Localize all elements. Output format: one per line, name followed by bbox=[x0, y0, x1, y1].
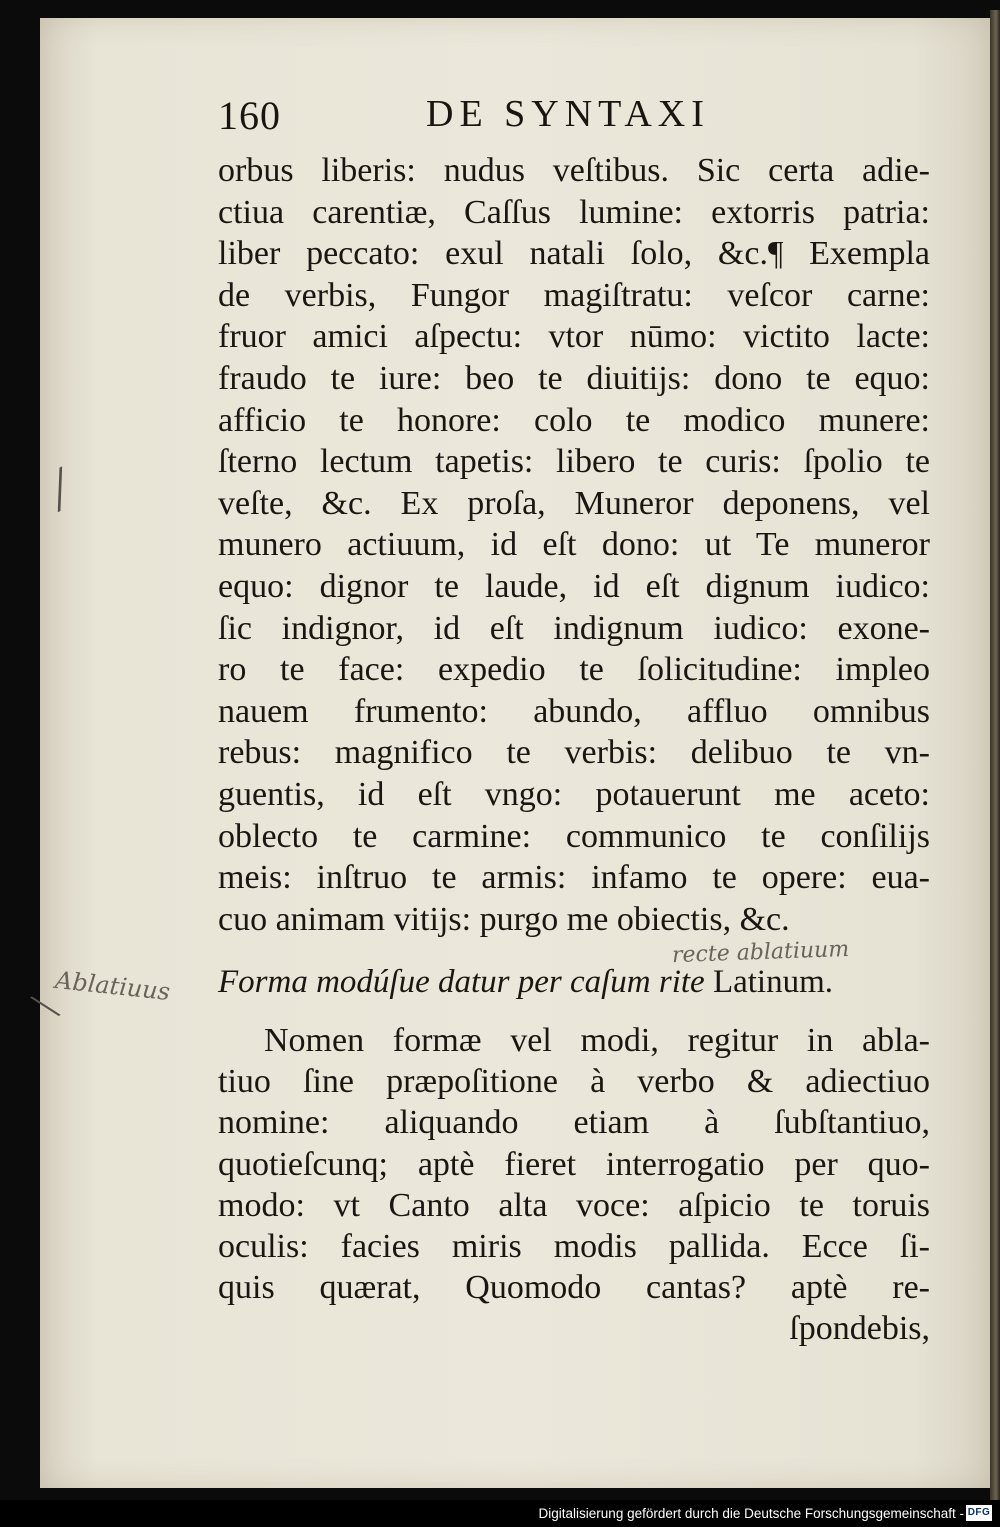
text-line: afficio te honore: colo te modico munere: bbox=[218, 401, 930, 439]
page-number: 160 bbox=[218, 93, 281, 138]
text-line: Nomen formæ vel modi, regitur in abla- bbox=[264, 1022, 930, 1059]
text-line: oculis: facies miris modis pallida. Ecce ſi- bbox=[218, 1227, 930, 1265]
handwritten-margin-note: Ablatiuus bbox=[53, 966, 172, 1006]
text-line: fraudo te iure: beo te diuitijs: dono te equo: bbox=[218, 359, 930, 397]
text-line: rebus: magnifico te verbis: delibuo te vn- bbox=[218, 734, 930, 772]
text-line: liber peccato: exul natali ſolo, &c.¶ Exempla bbox=[218, 235, 930, 273]
text-line: oblecto te carmine: communico te conſilijs bbox=[218, 817, 930, 855]
book-edge bbox=[990, 10, 1000, 1500]
text-line: quis quærat, Quomodo cantas? aptè re- bbox=[218, 1269, 930, 1307]
text-line: ro te face: expedio te ſolicitudine: impleo bbox=[218, 651, 930, 689]
catchword: ſpondebis, bbox=[789, 1310, 930, 1348]
text-line: guentis, id eſt vngo: potauerunt me aceto: bbox=[218, 775, 930, 813]
text-line: ctiua carentiæ, Caſſus lumine: extorris patria: bbox=[218, 193, 930, 231]
text-line: orbus liberis: nudus veſtibus. Sic certa adie- bbox=[218, 152, 930, 189]
rule-italic-text: Forma modúſue datur per caſum rite bbox=[218, 964, 713, 1000]
text-line: cuo animam vitijs: purgo me obiectis, &c. bbox=[218, 900, 790, 938]
footer-credit: Digitalisierung gefördert durch die Deutsche Forschungsgemeinschaft - bbox=[538, 1506, 964, 1521]
page-header bbox=[218, 92, 758, 142]
text-line: ſic indignor, id eſt indignum iudico: exone- bbox=[218, 609, 930, 647]
text-line: nomine: aliquando etiam à ſubſtantiuo, bbox=[218, 1104, 930, 1142]
text-line: tiuo ſine præpoſitione à verbo & adiectiuo bbox=[218, 1063, 930, 1101]
handwritten-annotation: recte ablatiuum bbox=[671, 936, 850, 969]
text-line: nauem frumento: abundo, affluo omnibus bbox=[218, 692, 930, 730]
text-line: fruor amici aſpectu: vtor nūmo: victito lacte: bbox=[218, 318, 930, 356]
text-line: modo: vt Canto alta voce: aſpicio te toruis bbox=[218, 1186, 930, 1224]
pen-mark-icon: ╲ bbox=[31, 990, 61, 1024]
text-line: de verbis, Fungor magiſtratu: veſcor carne: bbox=[218, 276, 930, 314]
pen-mark-icon: ╱ bbox=[42, 467, 78, 513]
text-line: veſte, &c. Ex proſa, Muneror deponens, vel bbox=[218, 484, 930, 522]
text-line: meis: inſtruo te armis: infamo te opere: eua- bbox=[218, 859, 930, 897]
running-head: DE SYNTAXI bbox=[426, 93, 710, 135]
rule-roman-text: Latinum. bbox=[712, 964, 834, 1000]
text-line: quotieſcunq; aptè fieret interrogatio per quo- bbox=[218, 1145, 930, 1183]
text-line: equo: dignor te laude, id eſt dignum iudico: bbox=[218, 567, 930, 605]
text-line: ſterno lectum tapetis: libero te curis: ſpolio te bbox=[218, 443, 930, 481]
grammar-rule bbox=[218, 964, 918, 1001]
text-line: munero actiuum, id eſt dono: ut Te muneror bbox=[218, 526, 930, 564]
dfg-logo: DFG bbox=[966, 1505, 992, 1521]
paragraph-1 bbox=[218, 150, 930, 940]
paragraph-2 bbox=[218, 1020, 930, 1350]
